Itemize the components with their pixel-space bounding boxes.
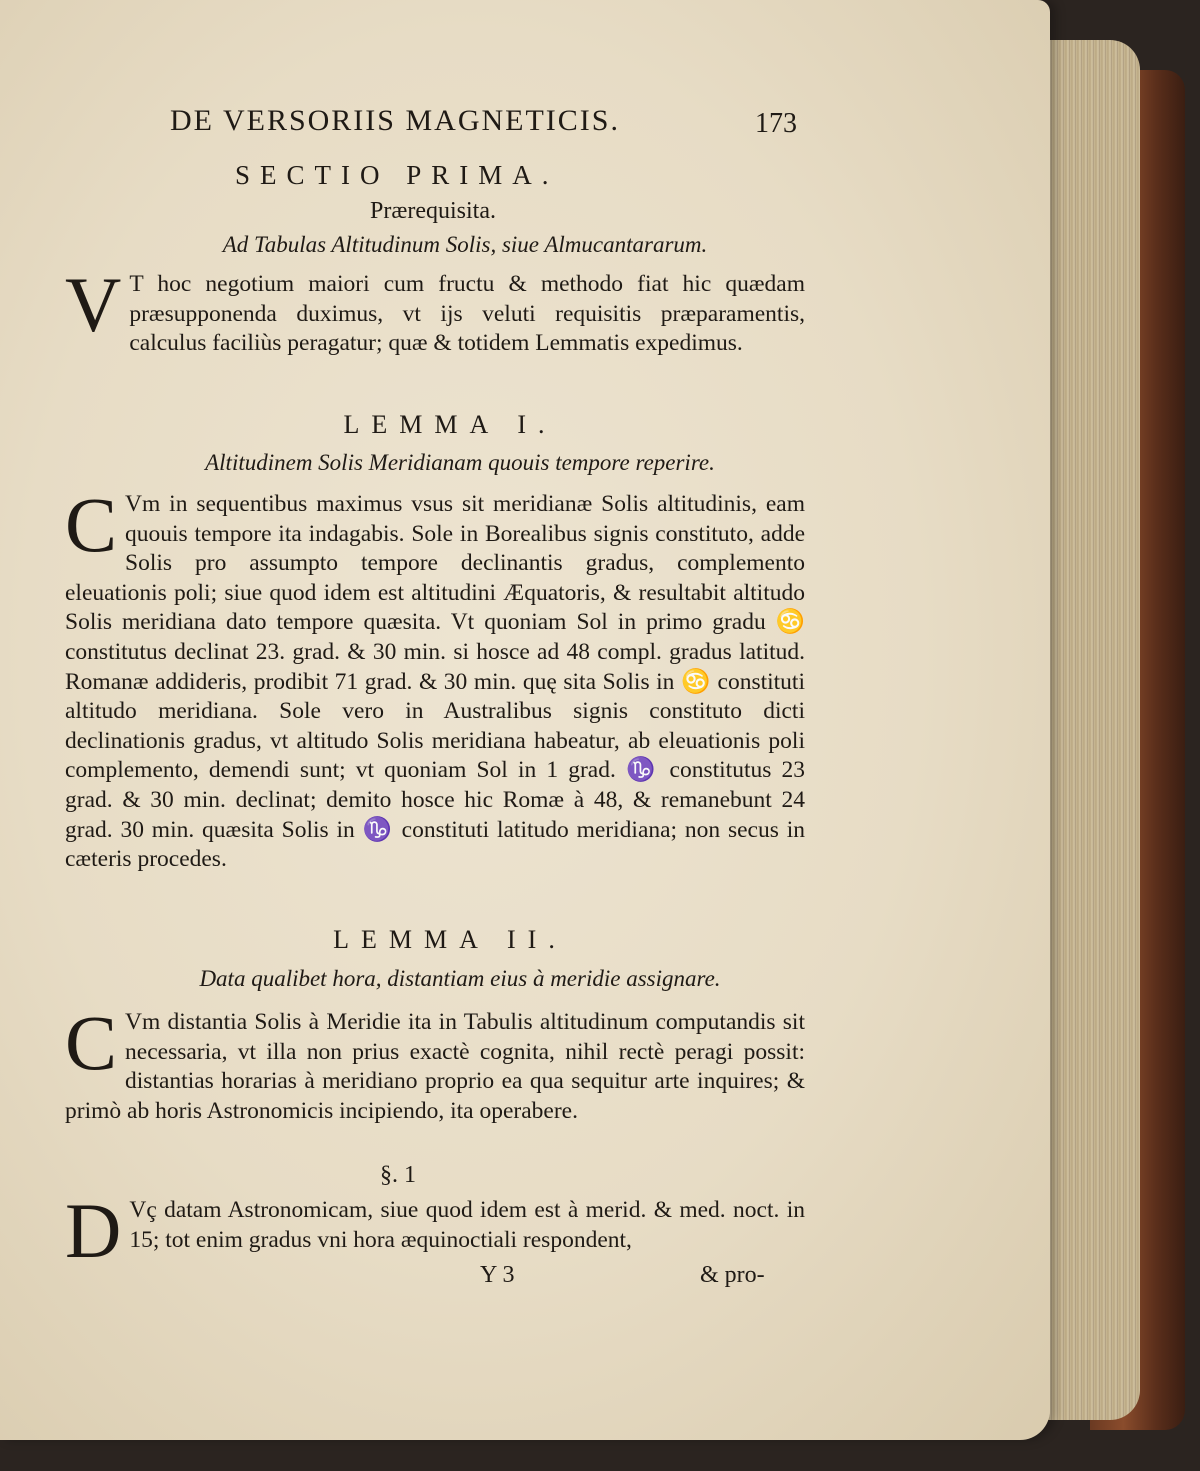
catchword: & pro- [700, 1262, 765, 1288]
paragraph-text: T hoc negotium maiori cum fructu & methodo fiat hic quædam præsupponenda duximus, vt ijs veluti requisitis præparamentis, calculus faciliùs peragatur; quæ & totidem Lemmatis expedimus. [129, 271, 805, 357]
section-mark: §. 1 [380, 1162, 416, 1188]
dropcap: C [65, 481, 118, 568]
page-number: 173 [755, 108, 797, 139]
paragraph-lemma-2 [65, 999, 805, 1158]
paragraph-text: Vm in sequentibus maximus vsus sit meridianæ Solis altitudinis, eam quouis tempore ita indagabis. Sole in Borealibus signis constituto, adde Solis pro assumpto tempore declinantis gradus, complemento eleuationis poli; siue quod idem est altitudini Æquatoris, & resultabit altitudo Solis meridiana dato tempore quæsita. Vt quoniam Sol in primo gradu ♋ constitutus declinat 23. grad. & 30 min. si hosce ad 48 compl. gradus latitud. Romanæ addideris, prodibit 71 grad. & 30 min. quę sita Solis in ♋ constituti altitudo meridiana. Sole vero in Australibus signis constituto dicti declinationis gradus, vt altitudo Solis meridiana habeatur, ab eleuationis poli complemento, demendi sunt; vt quoniam Sol in 1 grad. ♑ constitutus 23 grad. & 30 min. declinat; demito hosce hic Romæ à 48, & remanebunt 24 grad. 30 min. quæsita Solis in ♑ constituti latitudo meridiana; non secus in cæteris procedes. [65, 491, 805, 873]
section-title: SECTIO PRIMA. [235, 160, 559, 190]
paragraph-intro [65, 261, 805, 390]
page-edges [1040, 40, 1140, 1420]
dropcap: C [65, 999, 118, 1086]
paragraph-text: Vm distantia Solis à Meridie ita in Tabulis altitudinum computandis sit necessaria, vt illa non prius exactè cognita, nihil rectè peragi possit: distantias horarias à meridiano proprio ea qua sequitur arte inquires; & primò ab horis Astronomicis incipiendo, ita operabere. [65, 1009, 805, 1124]
subheading-lemma-2: Data qualibet hora, distantiam eius à meridie assignare. [199, 966, 721, 991]
running-head: DE VERSORIIS MAGNETICIS. [170, 104, 620, 137]
paragraph-text: Vç datam Astronomicam, siue quod idem est à merid. & med. noct. in 15; tot enim gradus vni hora æquinoctiali respondent, [129, 1197, 805, 1253]
subheading-tabulas: Ad Tabulas Altitudinum Solis, siue Almucantararum. [222, 232, 708, 257]
subheading-lemma-1: Altitudinem Solis Meridianam quouis tempore reperire. [205, 450, 715, 475]
paragraph-lemma-1 [65, 481, 805, 910]
praerequisita-heading: Prærequisita. [370, 198, 496, 224]
lemma-1-heading: LEMMA I. [343, 410, 557, 439]
dropcap: D [65, 1187, 122, 1274]
paragraph-section-1 [65, 1187, 805, 1274]
dropcap: V [65, 261, 122, 348]
lemma-2-heading: LEMMA II. [333, 925, 567, 954]
signature-mark: Y 3 [480, 1262, 515, 1288]
